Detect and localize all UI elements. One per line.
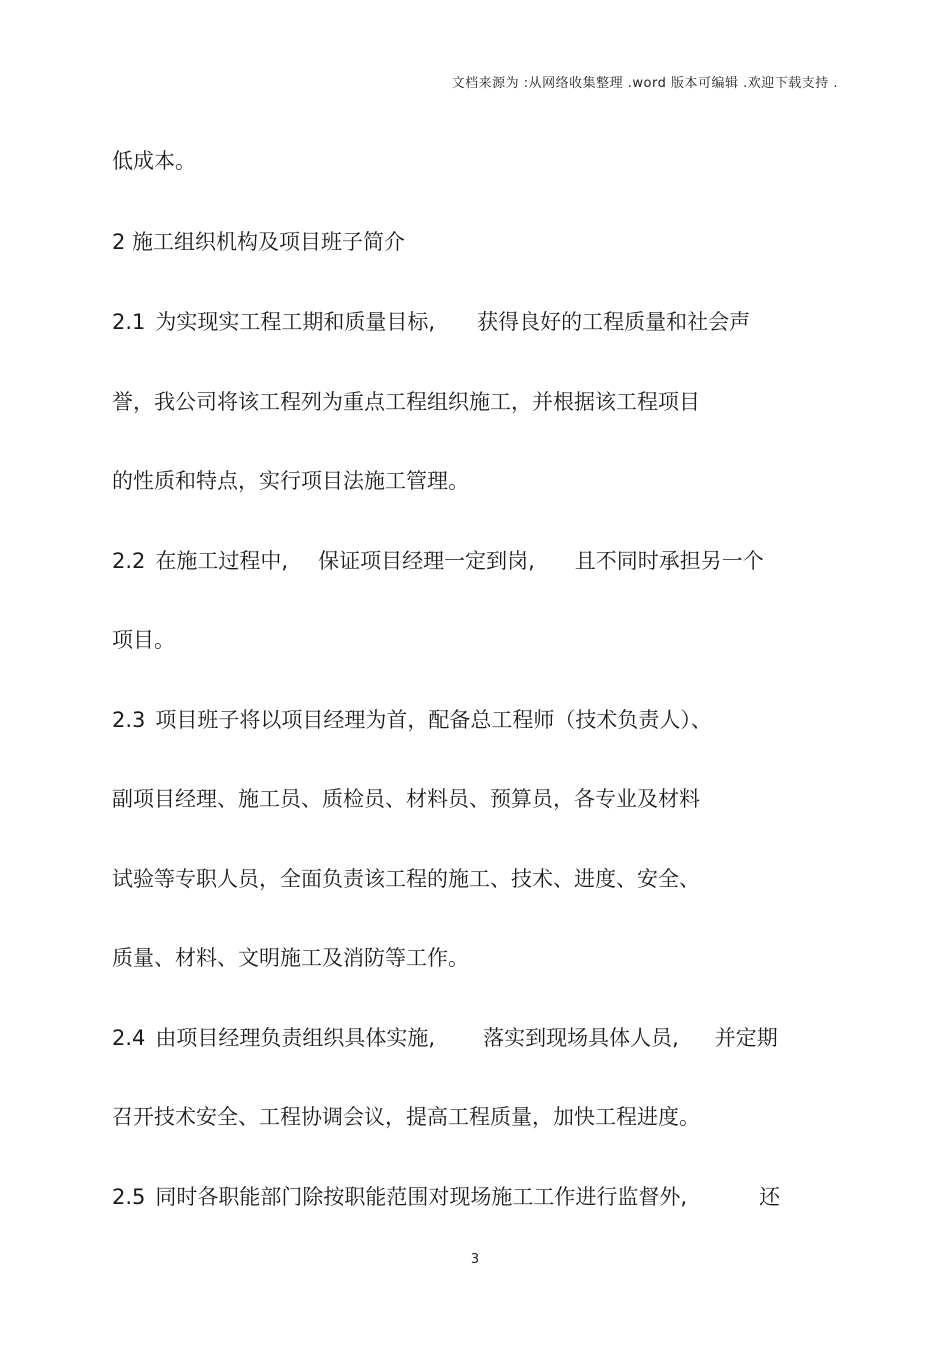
line-segment: 获得良好的工程质量和社会声 — [477, 310, 751, 334]
line-segment: 为实现实工程工期和质量目标, — [155, 310, 436, 334]
line-text: 的性质和特点，实行项目法施工管理。 — [112, 469, 469, 493]
text-line — [112, 148, 196, 174]
line-segment: 保证项目经理一定到岗, — [318, 549, 535, 573]
line-text: 誉，我公司将该工程列为重点工程组织施工，并根据该工程项目 — [112, 390, 700, 414]
text-line — [112, 468, 469, 494]
item-number: 2.1 — [112, 310, 146, 334]
line-text: 召开技术安全、工程协调会议，提高工程质量，加快工程进度。 — [112, 1105, 700, 1129]
text-line — [112, 389, 700, 415]
line-segment: 在施工过程中, — [155, 549, 289, 573]
text-line — [112, 786, 700, 812]
line-text: 副项目经理、施工员、质检员、材料员、预算员，各专业及材料 — [112, 787, 700, 811]
text-line — [112, 866, 700, 892]
line-segment: 还 — [759, 1185, 781, 1209]
paragraph-2-3 — [112, 707, 712, 733]
line-segment: 且不同时承担另一个 — [574, 549, 764, 573]
paragraph-2-1 — [112, 309, 750, 335]
paragraph-2-5 — [112, 1184, 780, 1210]
line-segment: 并定期 — [714, 1026, 778, 1050]
line-text: 项目。 — [112, 628, 175, 652]
paragraph-2-2 — [112, 548, 764, 574]
line-text: 低成本。 — [112, 149, 196, 173]
text-line — [112, 945, 469, 971]
heading-text: 2 施工组织机构及项目班子简介 — [112, 230, 406, 254]
source-note: 文档来源为 :从网络收集整理 .word 版本可编辑 .欢迎下载支持 . — [451, 76, 838, 91]
line-text: 试验等专职人员，全面负责该工程的施工、技术、进度、安全、 — [112, 867, 700, 891]
line-text: 质量、材料、文明施工及消防等工作。 — [112, 946, 469, 970]
text-line — [112, 627, 175, 653]
text-line — [112, 1104, 700, 1130]
line-segment: 由项目经理负责组织具体实施, — [155, 1026, 436, 1050]
page-number: 3 — [470, 1252, 480, 1267]
line-segment: 项目班子将以项目经理为首，配备总工程师（技术负责人）、 — [155, 708, 712, 732]
paragraph-2-4 — [112, 1025, 778, 1051]
item-number: 2.3 — [112, 708, 146, 732]
item-number: 2.2 — [112, 549, 146, 573]
item-number: 2.4 — [112, 1026, 146, 1050]
line-segment: 同时各职能部门除按职能范围对现场施工工作进行监督外, — [155, 1185, 688, 1209]
line-segment: 落实到现场具体人员, — [483, 1026, 679, 1050]
section-heading — [112, 229, 405, 255]
item-number: 2.5 — [112, 1185, 146, 1209]
